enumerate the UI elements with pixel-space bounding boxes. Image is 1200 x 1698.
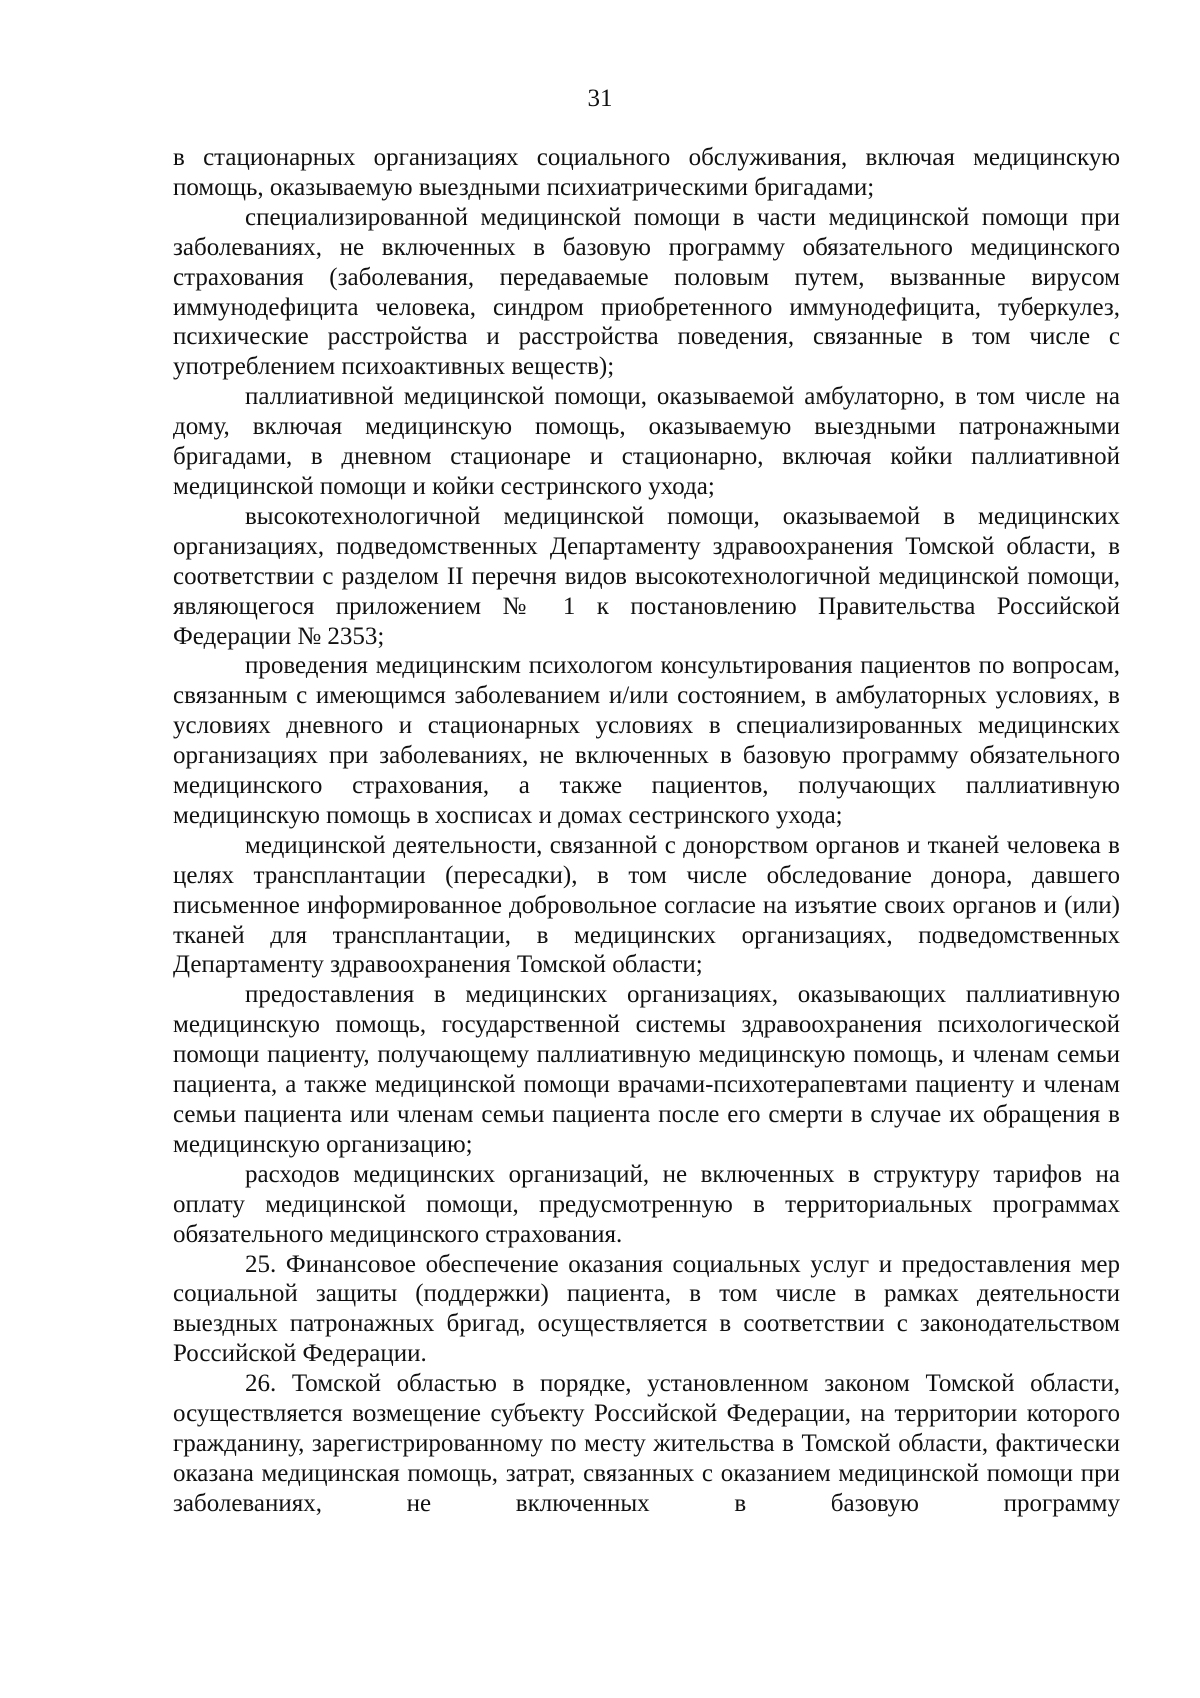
paragraph: предоставления в медицинских организациях, оказывающих паллиативную медицинскую помощь, государственной системы здравоохранения психологической помощи пациенту, получающему паллиативную медицинскую помощь, и членам семьи пациента, а также медицинской помощи врачами-психотерапевтами пациенту и членам семьи пациента или членам семьи пациента после его смерти в случае их обращения в медицинскую организацию; xyxy=(173,981,1120,1158)
page-number: 31 xyxy=(587,85,613,112)
paragraph: проведения медицинским психологом консультирования пациентов по вопросам, связанным с имеющимся заболеванием и/или состоянием, в амбулаторных условиях, в условиях дневного и стационарных условиях в специализированных медицинских организациях при заболеваниях, не включенных в базовую программу обязательного медицинского страхования, а также пациентов, получающих паллиативную медицинскую помощь в хосписах и домах сестринского ухода; xyxy=(173,652,1120,829)
paragraph: в стационарных организациях социального обслуживания, включая медицинскую помощь, оказываемую выездными психиатрическими бригадами; xyxy=(173,144,1120,201)
paragraph: высокотехнологичной медицинской помощи, оказываемой в медицинских организациях, подведомственных Департаменту здравоохранения Томской области, в соответствии с разделом II перечня видов высокотехнологичной медицинской помощи, являющегося приложением № 1 к постановлению Правительства Российской Федерации № 2353; xyxy=(173,502,1120,650)
paragraph: медицинской деятельности, связанной с донорством органов и тканей человека в целях трансплантации (пересадки), в том числе обследование донора, давшего письменное информированное добровольное согласие на изъятие своих органов и (или) тканей для трансплантации, в медицинских организациях, подведомственных Департаменту здравоохранения Томской области; xyxy=(173,831,1120,979)
paragraph: специализированной медицинской помощи в части медицинской помощи при заболеваниях, не включенных в базовую программу обязательного медицинского страхования (заболевания, передаваемые половым путем, вызванные вирусом иммунодефицита человека, синдром приобретенного иммунодефицита, туберкулез, психические расстройства и расстройства поведения, связанные в том числе с употреблением психоактивных веществ); xyxy=(173,203,1120,381)
paragraph: паллиативной медицинской помощи, оказываемой амбулаторно, в том числе на дому, включая медицинскую помощь, оказываемую выездными патронажными бригадами, в дневном стационаре и стационарно, включая койки паллиативной медицинской помощи и койки сестринского ухода; xyxy=(173,383,1120,500)
paragraph: 25. Финансовое обеспечение оказания социальных услуг и предоставления мер социальной защиты (поддержки) пациента, в том числе в рамках деятельности выездных патронажных бригад, осуществляется в соответствии с законодательством Российской Федерации. xyxy=(173,1250,1120,1368)
paragraph: 26. Томской областью в порядке, установленном законом Томской области, осуществляется возмещение субъекту Российской Федерации, на территории которого гражданину, зарегистрированному по месту жительства в Томской области, фактически оказана медицинская помощь, затрат, связанных с оказанием медицинской помощи при заболеваниях, не включенных в базовую программу xyxy=(173,1370,1120,1517)
document-body xyxy=(173,143,1120,1519)
paragraph: расходов медицинских организаций, не включенных в структуру тарифов на оплату медицинской помощи, предусмотренную в территориальных программах обязательного медицинского страхования. xyxy=(173,1160,1120,1248)
